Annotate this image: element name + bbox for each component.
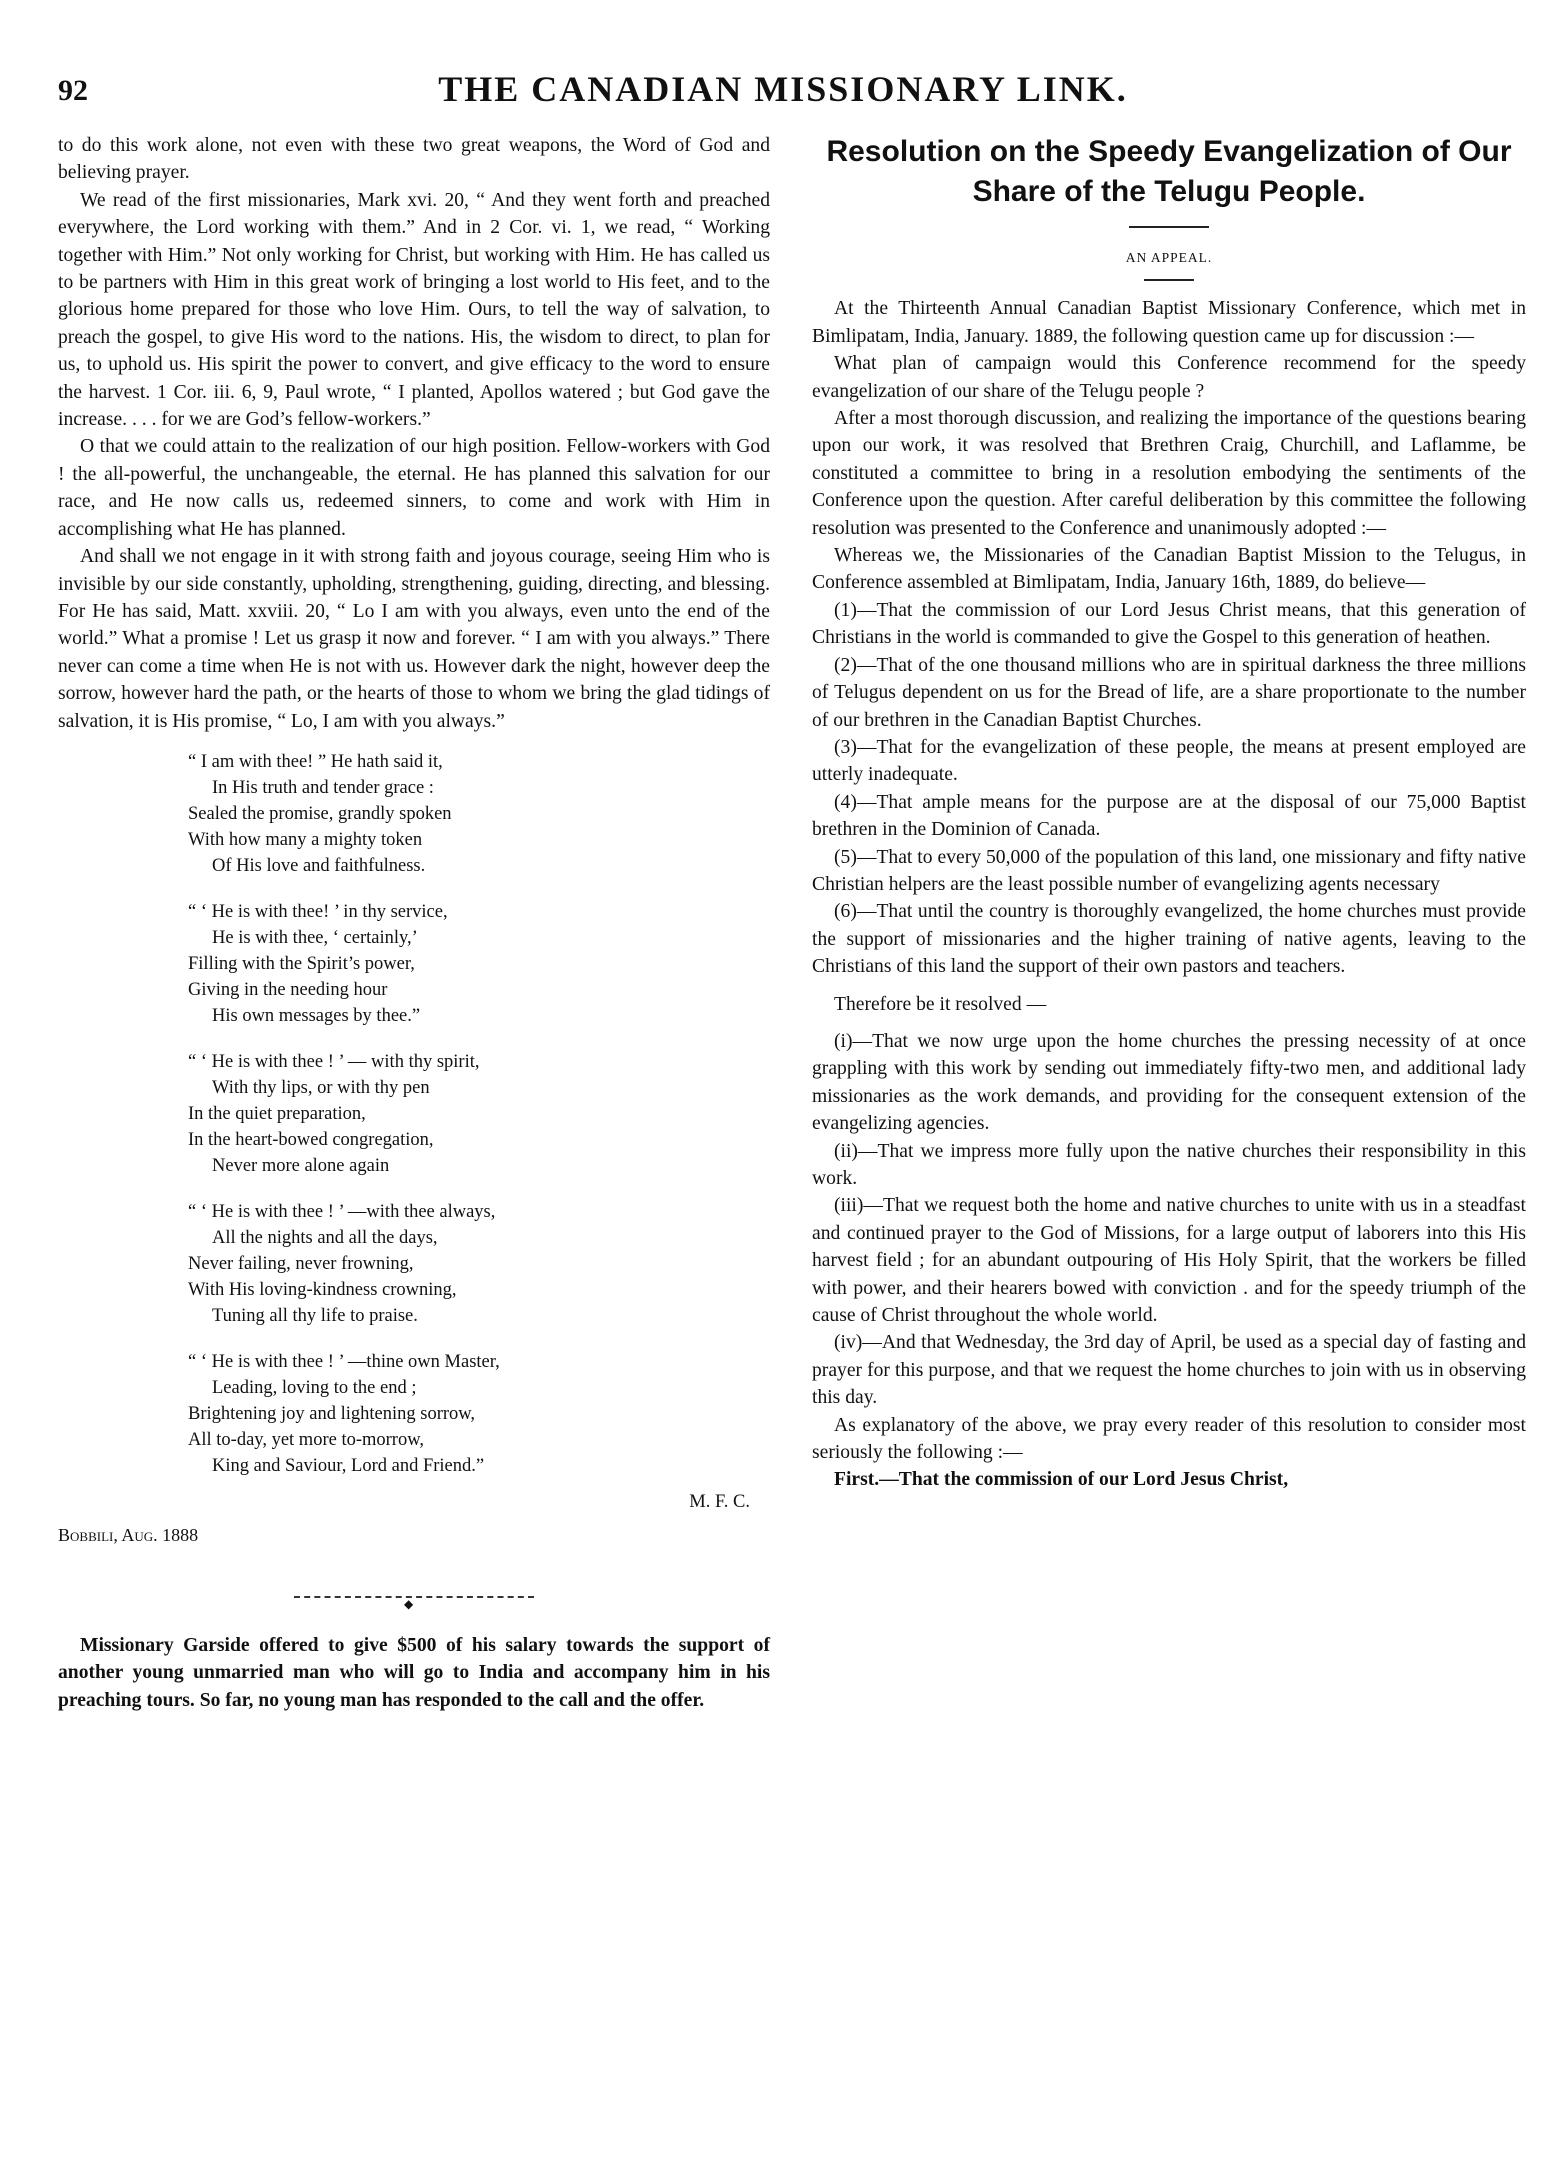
belief-item: (4)—That ample means for the purpose are at the disposal of our 75,000 Baptist brethren in the Dominion of Canada. <box>812 791 1526 841</box>
intro-paragraph: Whereas we, the Missionaries of the Canadian Baptist Mission to the Telugus, in Conference assembled at Bimlipatam, India, January 16th, 1889, do believe— <box>812 545 1526 594</box>
poem-line: With His loving-kindness crowning, <box>188 1279 457 1300</box>
article-paragraph: to do this work alone, not even with these two great weapons, the Word of God and believing prayer. <box>58 135 770 184</box>
poem-line: All the nights and all the days, <box>212 1227 438 1248</box>
poem <box>188 749 770 1479</box>
page-header <box>58 68 1508 118</box>
poem-line: Tuning all thy life to praise. <box>212 1305 418 1326</box>
subtitle-rule <box>1144 279 1194 281</box>
intro-paragraph: After a most thorough discussion, and realizing the importance of the questions bearing upon our work, it was resolved that Brethren Craig, Churchill, and Laflamme, be constituted a committee to bring in a resolution embodying the sentiments of the Conference upon the question. After careful deliberation by this committee the following resolution was presented to the Conference and unanimously adopted :— <box>812 408 1526 539</box>
poem-stanza <box>188 749 770 879</box>
poem-stanza <box>188 899 770 1029</box>
resolution-subtitle: AN APPEAL. <box>1125 250 1213 265</box>
right-column <box>812 132 1526 1494</box>
poem-line: With how many a mighty token <box>188 829 423 850</box>
notice-paragraph: Missionary Garside offered to give $500 of his salary towards the support of another young unmarried man who will go to India and accompany him in his preaching tours. So far, no young man has responded to the call and the offer. <box>58 1634 770 1711</box>
belief-item: (3)—That for the evangelization of these people, the means at present employed are utterly inadequate. <box>812 736 1526 786</box>
resolution-item: (iii)—That we request both the home and native churches to unite with us in a steadfast and continued prayer to the God of Missions, for a large output of laborers into this His harvest field ; for an abundant outpouring of His Holy Spirit, that the workers be filled with power, and their hearers bowed with conviction . and for the speedy triumph of the cause of Christ throughout the whole world. <box>812 1195 1526 1327</box>
section-divider <box>294 1596 534 1611</box>
poem-stanza <box>188 1199 770 1329</box>
poem-line: In the heart-bowed congregation, <box>188 1129 434 1150</box>
article-paragraph: And shall we not engage in it with strong faith and joyous courage, seeing Him who is invisible by our side constantly, upholding, strengthening, guiding, directing, and blessing. For He has said, Matt. xxviii. 20, “ Lo I am with you always, even unto the end of the world.” What a promise ! Let us grasp it now and forever. “ I am with you always.” There never can come a time when He is not with us. However dark the night, however deep the sorrow, however hard the path, or the hearts of those to whom we bring the glad tidings of salvation, it is His promise, “ Lo, I am with you always.” <box>58 546 770 732</box>
resolution-item: (ii)—That we impress more fully upon the native churches their responsibility in this work. <box>812 1140 1526 1189</box>
first-point: First.—That the commission of our Lord Jesus Christ, <box>834 1469 1289 1491</box>
page-number: 92 <box>58 74 88 107</box>
poem-line: His own messages by thee.” <box>212 1005 421 1026</box>
resolution-item: (iv)—And that Wednesday, the 3rd day of April, be used as a special day of fasting and prayer for this purpose, and that we request the home churches to join with us in observing this day. <box>812 1332 1526 1409</box>
intro-paragraph: What plan of campaign would this Conference recommend for the speedy evangelization of our share of the Telugu people ? <box>812 353 1526 402</box>
journal-title: THE CANADIAN MISSIONARY LINK. <box>438 69 1128 109</box>
poem-line: Of His love and faithfulness. <box>212 855 426 876</box>
article-paragraph: We read of the first missionaries, Mark xvi. 20, “ And they went forth and preached everywhere, the Lord working with them.” And in 2 Cor. vi. 1, we read, “ Working together with Him.” Not only working for Christ, but working with Him. He has called us to be partners with Him in this great work of bringing a lost world to His feet, and to the glorious home prepared for those who love Him. Ours, to tell the way of salvation, to preach the gospel, to give His word to the nations. His, the wisdom to direct, to plan for us, to uphold us. His spirit the power to convert, and give efficacy to the word to ensure the harvest. 1 Cor. iii. 6, 9, Paul wrote, “ I planted, Apollos watered ; but God gave the increase. . . . for we are God’s fellow-workers.” <box>58 189 770 431</box>
resolution-item: (i)—That we now urge upon the home churches the pressing necessity of at once grappling with this work by sending out immediately fifty-two men, and additional lady missionaries as the work demands, and providing for the consequent extension of the evangelizing agencies. <box>812 1030 1526 1135</box>
poem-line: Brightening joy and lightening sorrow, <box>188 1403 476 1424</box>
divider-ornament-icon: ◆ <box>404 1596 414 1611</box>
belief-item: (1)—That the commission of our Lord Jesus Christ means, that this generation of Christians in the world is commanded to give the Gospel to this generation of heathen. <box>812 599 1526 649</box>
poem-line: In the quiet preparation, <box>188 1103 366 1124</box>
poem-line: King and Saviour, Lord and Friend.” <box>212 1455 485 1476</box>
therefore-heading: Therefore be it resolved — <box>834 993 1047 1015</box>
belief-item: (5)—That to every 50,000 of the population of this land, one missionary and fifty native Christian helpers are the least possible number of evangelizing agents necessary <box>812 846 1526 895</box>
belief-item: (6)—That until the country is thoroughly evangelized, the home churches must provide the support of missionaries and the higher training of native agents, leaving to the Christians of this land the support of their own pastors and teachers. <box>812 901 1526 978</box>
poem-line: “ I am with thee! ” He hath said it, <box>188 751 443 772</box>
poem-line: “ ‘ He is with thee ! ’ —with thee always, <box>188 1201 496 1222</box>
resolution-title: Resolution on the Speedy Evangelization of Our Share of the Telugu People. <box>826 135 1512 208</box>
intro-paragraph: At the Thirteenth Annual Canadian Baptist Missionary Conference, which met in Bimlipatam, India, January. 1889, the following question came up for discussion :— <box>812 298 1526 347</box>
poem-line: Filling with the Spirit’s power, <box>188 953 415 974</box>
belief-item: (2)—That of the one thousand millions who are in spiritual darkness the three millions of Telugus dependent on us for the Bread of life, are a share proportionate to the number of our brethren in the Canadian Baptist Churches. <box>812 654 1526 731</box>
poem-line: In His truth and tender grace : <box>212 777 434 798</box>
poem-line: “ ‘ He is with thee ! ’ — with thy spirit, <box>188 1051 480 1072</box>
poem-line: Never failing, never frowning, <box>188 1253 414 1274</box>
poem-line: “ ‘ He is with thee! ’ in thy service, <box>188 901 448 922</box>
poem-line: Leading, loving to the end ; <box>212 1377 417 1398</box>
poem-line: “ ‘ He is with thee ! ’ —thine own Master, <box>188 1351 500 1372</box>
closing-paragraph: As explanatory of the above, we pray every reader of this resolution to consider most seriously the following :— <box>812 1414 1526 1464</box>
poem-signature: M. F. C. <box>689 1491 750 1512</box>
poem-line: He is with thee, ‘ certainly,’ <box>212 927 418 948</box>
poem-line: All to-day, yet more to-morrow, <box>188 1429 424 1450</box>
poem-stanza <box>188 1349 770 1479</box>
poem-place-date: Bobbili, Aug. 1888 <box>58 1525 199 1546</box>
article-paragraph: O that we could attain to the realization of our high position. Fellow-workers with God ! the all-powerful, the unchangeable, the eternal. He has planned this salvation for our race, and He now calls us, redeemed sinners, to come and work with Him in accomplishing what He has planned. <box>58 436 770 540</box>
poem-line: With thy lips, or with thy pen <box>212 1077 430 1098</box>
poem-line: Giving in the needing hour <box>188 979 388 1000</box>
poem-line: Never more alone again <box>212 1155 390 1176</box>
title-rule <box>1129 226 1209 228</box>
left-column <box>58 132 770 1714</box>
poem-line: Sealed the promise, grandly spoken <box>188 803 452 824</box>
poem-stanza <box>188 1049 770 1179</box>
